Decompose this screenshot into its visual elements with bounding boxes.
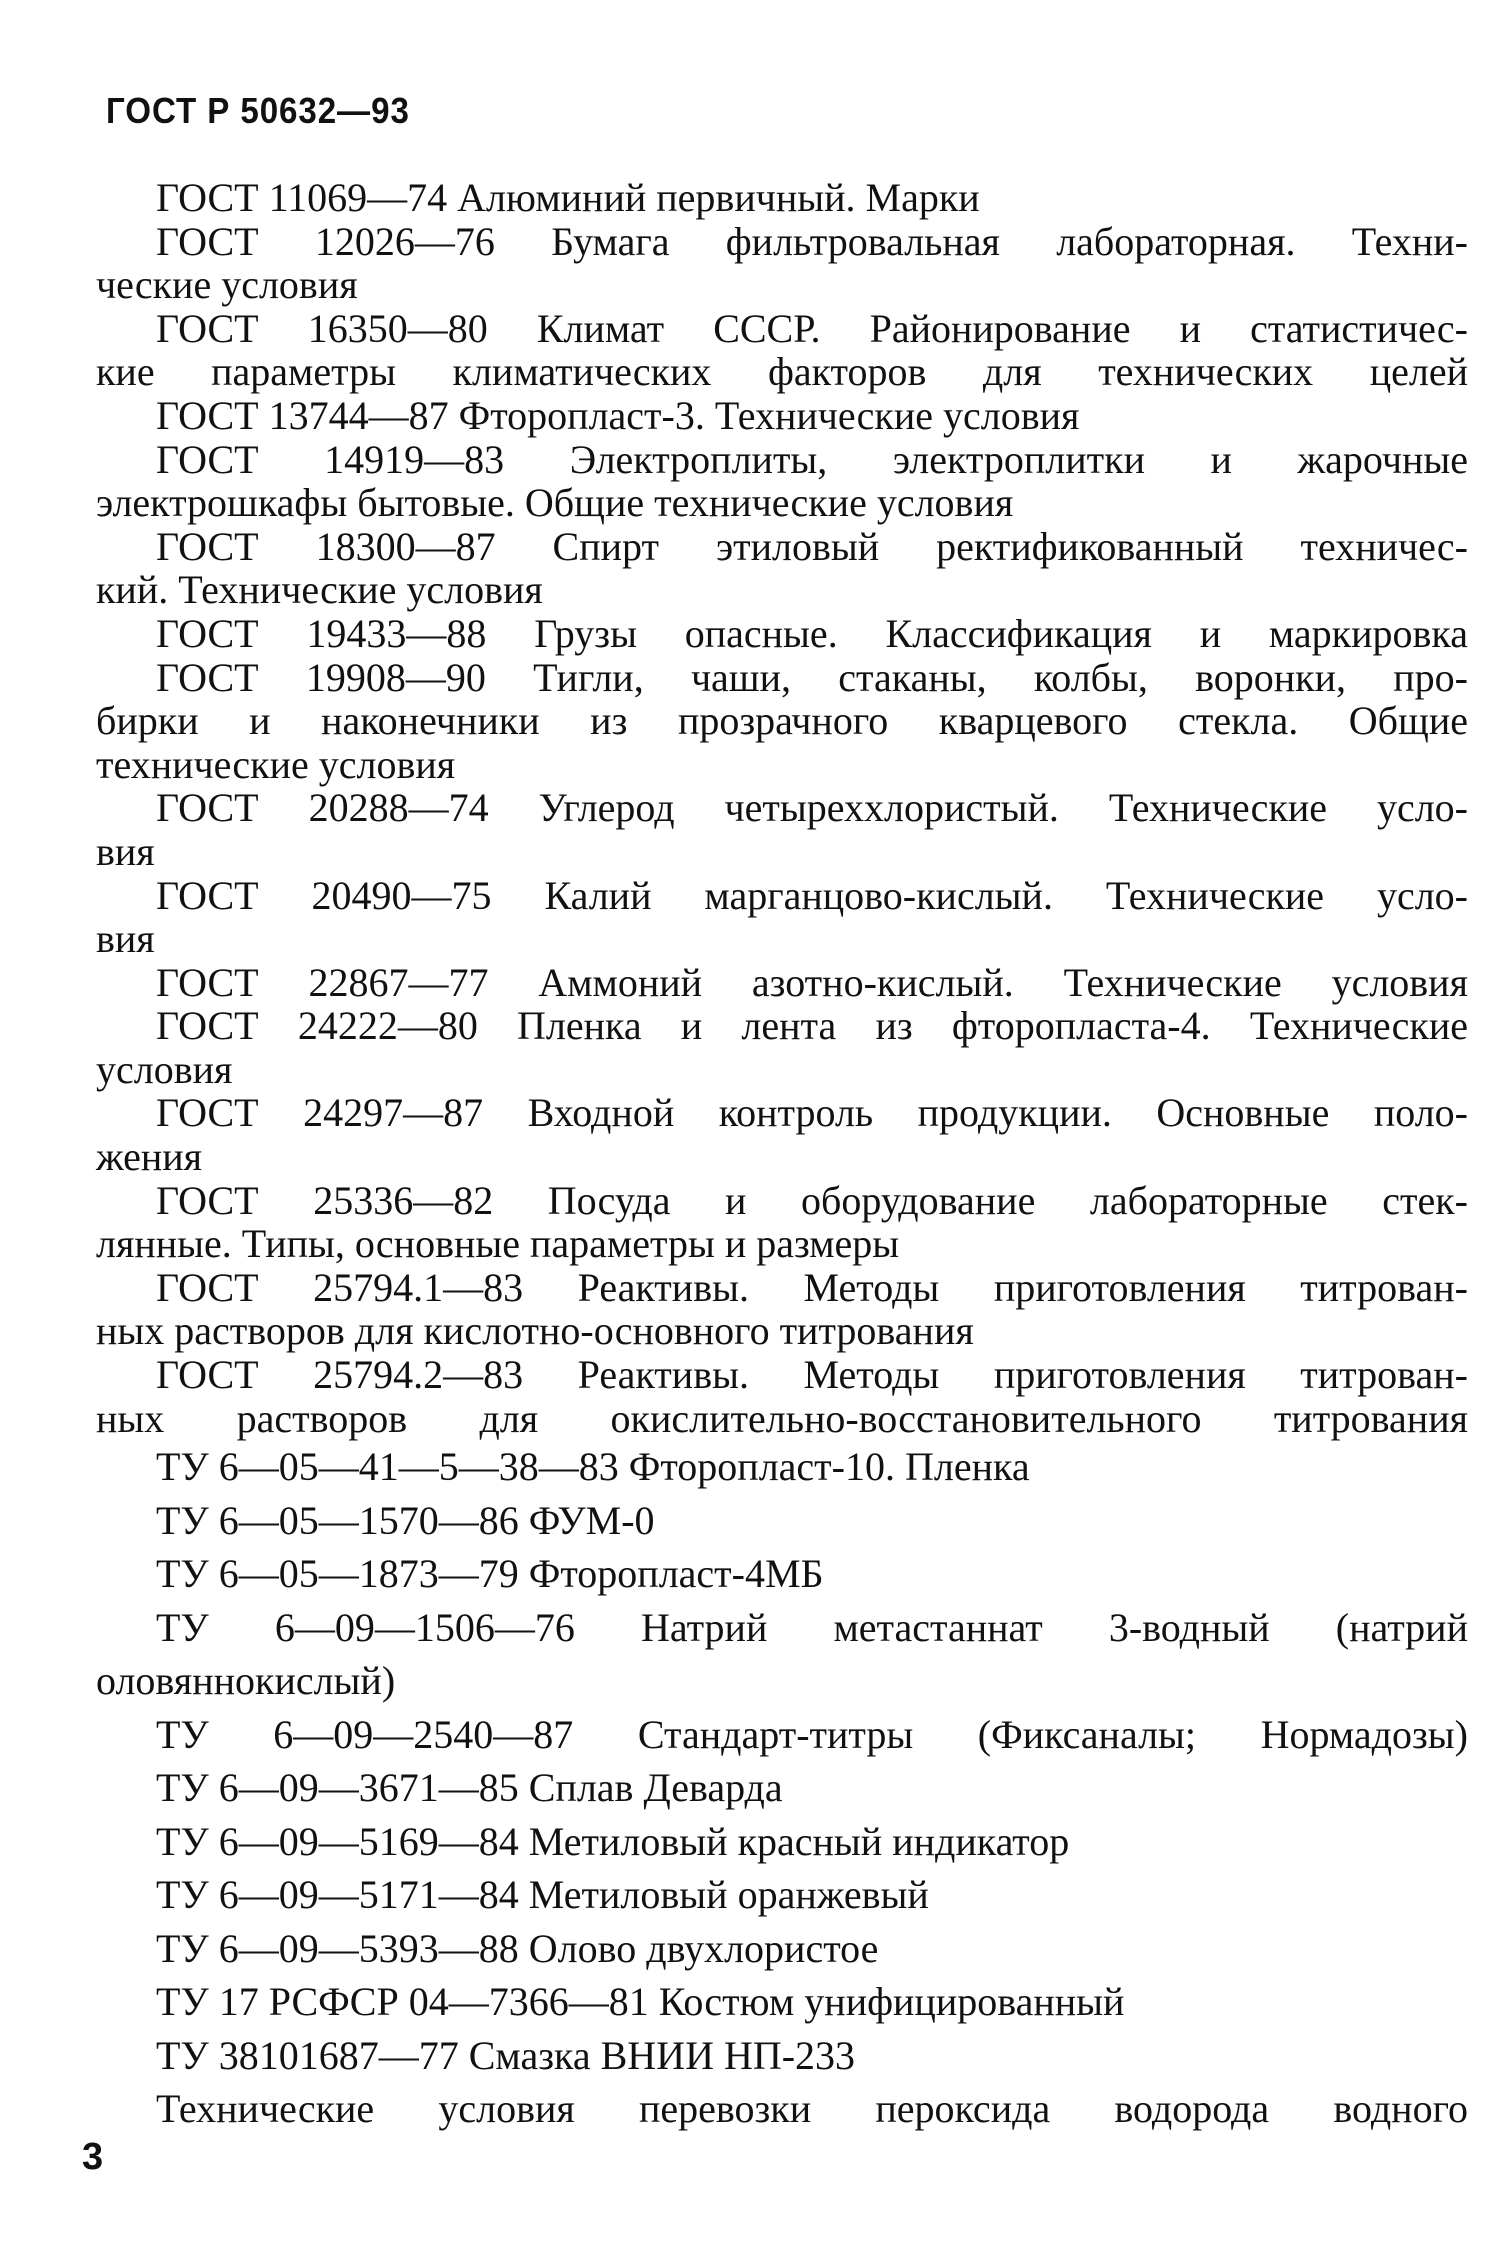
text-line: ГОСТ 20288—74 Углерод четыреххлористый. Технические усло- <box>156 785 1468 831</box>
text-line: ГОСТ 25794.2—83 Реактивы. Методы приготовления титрован- <box>156 1352 1468 1398</box>
text-line: ГОСТ 20490—75 Калий марганцово-кислый. Технические усло- <box>156 872 1468 918</box>
tu-references <box>96 1440 1468 2136</box>
text-line: ГОСТ 14919—83 Электроплиты, электроплитки и жарочные <box>156 436 1468 482</box>
text-line: лянные. Типы, основные параметры и размеры <box>96 1221 900 1267</box>
text-line: технические условия <box>96 741 456 787</box>
text-line: ТУ 17 РСФСР 04—7366—81 Костюм унифицированный <box>156 1979 1125 2025</box>
text-line: кие параметры климатических факторов для технических целей <box>96 349 1468 395</box>
text-line: ТУ 6—09—1506—76 Натрий метастаннат 3-водный (натрий <box>156 1604 1468 1650</box>
text-line: ГОСТ 11069—74 Алюминий первичный. Марки <box>156 175 980 220</box>
document-header: ГОСТ Р 50632—93 <box>106 90 410 131</box>
text-line: ческие условия <box>96 262 358 308</box>
text-line: жения <box>96 1134 203 1180</box>
text-line: Технические условия перевозки пероксида водорода водного <box>156 2086 1468 2132</box>
text-line: ГОСТ 13744—87 Фторопласт-3. Технические условия <box>156 392 1080 438</box>
text-line: ТУ 6—09—2540—87 Стандарт-титры (Фиксаналы; Нормадозы) <box>156 1711 1468 1757</box>
text-line: ГОСТ 19908—90 Тигли, чаши, стаканы, колбы, воронки, про- <box>156 654 1468 700</box>
text-line: ТУ 6—09—5171—84 Метиловый оранжевый <box>156 1872 929 1918</box>
text-line: ГОСТ 12026—76 Бумага фильтровальная лабораторная. Техни- <box>156 218 1468 264</box>
text-line: оловяннокислый) <box>96 1658 396 1704</box>
references-list <box>96 176 1468 2136</box>
page-number: 3 <box>82 2136 104 2178</box>
text-line: ГОСТ 25794.1—83 Реактивы. Методы приготовления титрован- <box>156 1264 1468 1310</box>
text-line: ГОСТ 24222—80 Пленка и лента из фторопласта-4. Технические <box>156 1003 1468 1049</box>
text-line: ТУ 6—09—5393—88 Олово двухлористое <box>156 1925 879 1971</box>
text-line: ГОСТ 18300—87 Спирт этиловый ректификованный техничес- <box>156 523 1468 569</box>
text-line: ТУ 38101687—77 Смазка ВНИИ НП-233 <box>156 2032 856 2078</box>
text-line: ГОСТ 19433—88 Грузы опасные. Классификация и маркировка <box>156 610 1468 656</box>
text-line: ных растворов для кислотно-основного титрования <box>96 1308 974 1354</box>
text-line: ТУ 6—05—1570—86 ФУМ-0 <box>156 1497 655 1543</box>
text-line: ГОСТ 24297—87 Входной контроль продукции. Основные поло- <box>156 1090 1468 1136</box>
text-line: ТУ 6—05—1873—79 Фторопласт-4МБ <box>156 1551 824 1597</box>
text-line: вия <box>96 916 155 962</box>
text-line: бирки и наконечники из прозрачного кварцевого стекла. Общие <box>96 698 1468 744</box>
text-line: ГОСТ 22867—77 Аммоний азотно-кислый. Технические условия <box>156 959 1468 1005</box>
gost-references <box>96 176 1468 1440</box>
text-line: ГОСТ 25336—82 Посуда и оборудование лабораторные стек- <box>156 1177 1468 1223</box>
text-line: вия <box>96 828 155 874</box>
text-line: электрошкафы бытовые. Общие технические условия <box>96 480 1014 526</box>
text-line: ных растворов для окислительно-восстановительного титрования <box>96 1395 1468 1441</box>
text-line: ТУ 6—09—3671—85 Сплав Деварда <box>156 1765 783 1811</box>
text-line: ТУ 6—05—41—5—38—83 Фторопласт-10. Пленка <box>156 1444 1030 1490</box>
text-line: условия <box>96 1046 233 1092</box>
text-line: ТУ 6—09—5169—84 Метиловый красный индикатор <box>156 1818 1070 1864</box>
text-line: ГОСТ 16350—80 Климат СССР. Районирование и статистичес- <box>156 305 1468 351</box>
text-line: кий. Технические условия <box>96 567 543 613</box>
